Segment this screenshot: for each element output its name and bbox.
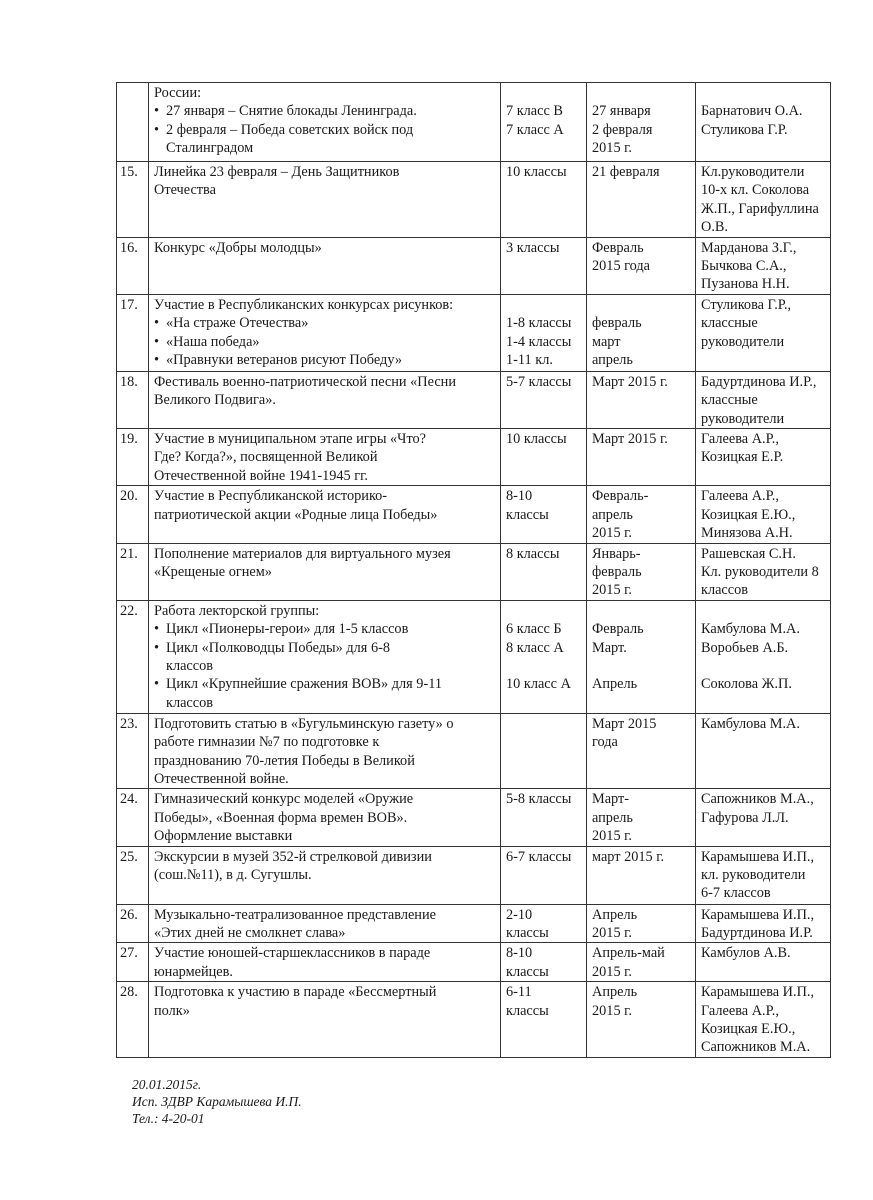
responsible-text: Гафурова Л.Л. xyxy=(701,809,789,826)
participants-cell xyxy=(501,904,587,943)
table-row xyxy=(117,237,831,294)
responsible-text: Барнатович О.А. xyxy=(701,103,803,120)
date-text xyxy=(592,602,690,620)
event-text: Участие юношей-старшеклассников в параде xyxy=(154,945,431,962)
table-row xyxy=(117,982,831,1058)
participants-cell xyxy=(501,486,587,543)
table-row xyxy=(117,846,831,904)
participants-text: классы xyxy=(506,506,549,523)
responsible-text: Минязова А.Н. xyxy=(701,525,793,542)
responsible-text: руководители xyxy=(701,333,785,350)
date-text: Февраль xyxy=(592,621,644,638)
row-number: 15. xyxy=(120,164,138,180)
bullet-item: • Цикл «Пионеры-герои» для 1-5 классов xyxy=(154,620,495,638)
responsible-text: Соколова Ж.П. xyxy=(701,676,792,693)
responsible-text: О.В. xyxy=(701,219,729,236)
responsible-cell xyxy=(696,713,831,789)
event-text: Сталинградом xyxy=(166,140,254,157)
participants-text: 1-4 классы xyxy=(506,333,572,350)
table-row xyxy=(117,943,831,982)
row-number-cell xyxy=(117,486,149,543)
event-text: Экскурсии в музей 352-й стрелковой дивизии xyxy=(154,848,432,865)
responsible-text: Карамышева И.П., xyxy=(701,984,815,1001)
row-number: 18. xyxy=(120,373,138,390)
row-number-cell xyxy=(117,982,149,1058)
responsible-text: Бадуртдинова И.Р., xyxy=(701,373,817,390)
responsible-text: Стуликова Г.Р. xyxy=(701,121,788,138)
row-number-cell xyxy=(117,904,149,943)
events-table xyxy=(116,82,831,1058)
event-cell xyxy=(149,600,501,713)
participants-text: 2-10 xyxy=(506,906,533,923)
date-text: Март 2015 г. xyxy=(592,373,668,390)
date-cell xyxy=(587,543,696,600)
participants-text: 6-7 классы xyxy=(506,848,572,865)
participants-text: 6 класс Б xyxy=(506,621,562,638)
responsible-text: Камбулова М.А. xyxy=(701,621,800,638)
responsible-cell xyxy=(696,600,831,713)
table-row xyxy=(117,543,831,600)
event-cell xyxy=(149,846,501,904)
date-cell xyxy=(587,713,696,789)
participants-text: 8 класс А xyxy=(506,639,564,656)
responsible-text: 6-7 классов xyxy=(701,885,771,902)
row-number: 24. xyxy=(120,791,138,808)
bullet-item: • «Наша победа» xyxy=(154,333,495,351)
responsible-text: Камбулова М.А. xyxy=(701,715,800,732)
row-number-cell xyxy=(117,943,149,982)
row-number-cell xyxy=(117,294,149,371)
responsible-text: Бадуртдинова И.Р. xyxy=(701,924,813,941)
responsible-text: кл. руководители xyxy=(701,866,806,883)
participants-cell xyxy=(501,713,587,789)
table-row xyxy=(117,904,831,943)
event-text: Музыкально-театрализованное представление xyxy=(154,906,436,923)
date-text: Февраль- xyxy=(592,488,649,505)
event-text: Отечества xyxy=(154,182,216,199)
event-text: Оформление выставки xyxy=(154,828,293,845)
event-cell xyxy=(149,371,501,428)
event-text: «Этих дней не смолкнет слава» xyxy=(154,924,346,941)
responsible-text: Козицкая Е.Ю., xyxy=(701,1021,796,1037)
bullet-item: • «Правнуки ветеранов рисуют Победу» xyxy=(154,351,495,369)
date-text: март xyxy=(592,333,621,350)
date-text: 2 февраля xyxy=(592,121,653,138)
participants-text xyxy=(506,296,581,314)
date-cell xyxy=(587,162,696,238)
event-text: Фестиваль военно-патриотической песни «Песни xyxy=(154,373,456,390)
date-cell xyxy=(587,371,696,428)
document-footer xyxy=(132,1076,302,1127)
participants-cell xyxy=(501,294,587,371)
row-number-cell xyxy=(117,846,149,904)
participants-text: 7 класс В xyxy=(506,103,563,120)
date-text: Апрель xyxy=(592,906,638,923)
event-text: Участие в муниципальном этапе игры «Что? xyxy=(154,431,426,448)
event-cell xyxy=(149,982,501,1058)
event-text: Участие в Республиканских конкурсах рисунков: xyxy=(154,296,454,313)
row-number-cell xyxy=(117,429,149,486)
participants-text: классы xyxy=(506,924,549,941)
responsible-text: Стуликова Г.Р., xyxy=(701,296,792,313)
row-number: 25. xyxy=(120,848,138,865)
event-text: Пополнение материалов для виртуального музея xyxy=(154,545,451,562)
responsible-cell xyxy=(696,429,831,486)
responsible-text: Галеева А.Р., xyxy=(701,431,779,448)
table-row xyxy=(117,486,831,543)
participants-cell xyxy=(501,237,587,294)
responsible-cell xyxy=(696,486,831,543)
responsible-text: 10-х кл. Соколова xyxy=(701,182,810,199)
row-number: 28. xyxy=(120,984,138,1001)
date-cell xyxy=(587,943,696,982)
responsible-text xyxy=(701,84,825,102)
row-number: 26. xyxy=(120,906,138,923)
participants-text: 5-7 классы xyxy=(506,373,572,390)
participants-cell xyxy=(501,982,587,1058)
bullet-item: • Цикл «Крупнейшие сражения ВОВ» для 9-11 xyxy=(154,675,495,693)
row-number: 17. xyxy=(120,296,138,313)
date-cell xyxy=(587,237,696,294)
row-number-cell xyxy=(117,162,149,238)
date-cell xyxy=(587,904,696,943)
event-text: Конкурс «Добры молодцы» xyxy=(154,239,322,256)
date-text: Январь- xyxy=(592,545,641,562)
table-row xyxy=(117,83,831,162)
row-number: 19. xyxy=(120,431,138,448)
responsible-text: руководители xyxy=(701,410,785,427)
event-text: Подготовка к участию в параде «Бессмертный xyxy=(154,984,437,1001)
participants-text: классы xyxy=(506,963,549,980)
footer-phone: Тел.: 4-20-01 xyxy=(132,1111,205,1126)
responsible-text xyxy=(701,657,825,675)
row-number: 23. xyxy=(120,715,138,732)
event-text: классов xyxy=(166,657,214,674)
date-text: Март- xyxy=(592,791,630,808)
responsible-text: Бычкова С.А., xyxy=(701,258,787,275)
event-cell xyxy=(149,237,501,294)
footer-author: Исп. ЗДВР Карамышева И.П. xyxy=(132,1094,302,1109)
date-text: Март. xyxy=(592,639,627,656)
bullet-item: • 27 января – Снятие блокады Ленинграда. xyxy=(154,102,495,120)
row-number-cell xyxy=(117,237,149,294)
responsible-text: классные xyxy=(701,315,758,332)
row-number: 27. xyxy=(120,945,138,962)
event-cell xyxy=(149,429,501,486)
date-text: 2015 г. xyxy=(592,1002,632,1019)
responsible-text: Пузанова Н.Н. xyxy=(701,276,790,293)
participants-text: 8-10 xyxy=(506,488,533,505)
participants-text xyxy=(506,602,581,620)
event-text: Где? Когда?», посвященной Великой xyxy=(154,449,378,466)
responsible-cell xyxy=(696,83,831,162)
date-cell xyxy=(587,83,696,162)
responsible-text: Сапожников М.А. xyxy=(701,1039,811,1056)
participants-text: 5-8 классы xyxy=(506,791,572,808)
table-row xyxy=(117,371,831,428)
event-text: работе гимназии №7 по подготовке к xyxy=(154,734,380,751)
date-text: 27 января xyxy=(592,103,651,120)
event-text: Отечественной войне 1941-1945 гг. xyxy=(154,467,368,484)
responsible-cell xyxy=(696,162,831,238)
participants-text: 7 класс А xyxy=(506,121,564,138)
row-number: 21. xyxy=(120,545,138,562)
event-text: Работа лекторской группы: xyxy=(154,602,320,619)
table-row xyxy=(117,789,831,846)
event-text: празднованию 70-летия Победы в Великой xyxy=(154,752,415,769)
row-number: 16. xyxy=(120,239,138,256)
participants-text: 6-11 xyxy=(506,984,532,1001)
date-text: Февраль xyxy=(592,239,644,256)
event-text: классов xyxy=(166,694,214,711)
participants-text xyxy=(506,715,581,733)
responsible-text: Ж.П., Гарифуллина xyxy=(701,200,819,217)
row-number-cell xyxy=(117,371,149,428)
participants-text xyxy=(506,84,581,102)
event-text: юнармейцев. xyxy=(154,963,233,980)
participants-cell xyxy=(501,846,587,904)
participants-text: 10 классы xyxy=(506,164,567,180)
date-text: апрель xyxy=(592,809,633,826)
date-cell xyxy=(587,486,696,543)
participants-cell xyxy=(501,789,587,846)
date-text: 2015 г. xyxy=(592,828,632,845)
participants-cell xyxy=(501,83,587,162)
event-text: «Крещеные огнем» xyxy=(154,563,272,580)
event-text: Гимназический конкурс моделей «Оружие xyxy=(154,791,414,808)
participants-text xyxy=(506,657,581,675)
date-text xyxy=(592,296,690,314)
event-cell xyxy=(149,789,501,846)
date-text: Апрель-май xyxy=(592,945,665,962)
participants-cell xyxy=(501,371,587,428)
participants-text: 10 классы xyxy=(506,431,567,448)
date-text: Март 2015 xyxy=(592,715,657,732)
responsible-text: Галеева А.Р., xyxy=(701,488,779,505)
event-text: (сош.№11), в д. Сугушлы. xyxy=(154,866,312,883)
responsible-text: Рашевская С.Н. xyxy=(701,545,796,562)
bullet-item: • «На страже Отечества» xyxy=(154,314,495,332)
event-cell xyxy=(149,486,501,543)
date-cell xyxy=(587,429,696,486)
table-row xyxy=(117,429,831,486)
responsible-text: Сапожников М.А., xyxy=(701,791,814,808)
table-row xyxy=(117,600,831,713)
participants-text: 10 класс А xyxy=(506,676,571,693)
date-text: 2015 года xyxy=(592,258,651,275)
responsible-cell xyxy=(696,846,831,904)
responsible-cell xyxy=(696,982,831,1058)
responsible-cell xyxy=(696,371,831,428)
row-number-cell xyxy=(117,713,149,789)
table-row xyxy=(117,294,831,371)
date-text: Апрель xyxy=(592,676,638,693)
event-text: Линейка 23 февраля – День Защитников xyxy=(154,164,400,180)
date-cell xyxy=(587,789,696,846)
event-cell xyxy=(149,943,501,982)
participants-cell xyxy=(501,429,587,486)
responsible-text: Воробьев А.Б. xyxy=(701,639,789,656)
date-text: 2015 г. xyxy=(592,525,632,542)
event-text: Отечественной войне. xyxy=(154,770,289,787)
date-cell xyxy=(587,600,696,713)
date-text: 2015 г. xyxy=(592,140,632,157)
event-cell xyxy=(149,904,501,943)
date-text: 2015 г. xyxy=(592,963,632,980)
event-text: патриотической акции «Родные лица Победы» xyxy=(154,506,438,523)
date-cell xyxy=(587,294,696,371)
row-number: 20. xyxy=(120,488,138,505)
responsible-cell xyxy=(696,904,831,943)
participants-text: 8-10 xyxy=(506,945,533,962)
event-text: России: xyxy=(154,85,202,101)
responsible-text: Карамышева И.П., xyxy=(701,848,815,865)
footer-date: 20.01.2015г. xyxy=(132,1077,202,1092)
event-text: Победы», «Военная форма времен ВОВ». xyxy=(154,809,408,826)
responsible-text: Карамышева И.П., xyxy=(701,906,815,923)
event-text: Великого Подвига». xyxy=(154,392,276,409)
responsible-text: Марданова З.Г., xyxy=(701,239,797,256)
date-cell xyxy=(587,846,696,904)
participants-cell xyxy=(501,543,587,600)
date-text: март 2015 г. xyxy=(592,848,665,865)
participants-text: 1-11 кл. xyxy=(506,352,553,369)
participants-cell xyxy=(501,162,587,238)
responsible-cell xyxy=(696,237,831,294)
responsible-text: Козицкая Е.Р. xyxy=(701,449,784,466)
responsible-text: Галеева А.Р., xyxy=(701,1002,779,1019)
responsible-text: Кл.руководители xyxy=(701,164,805,180)
responsible-cell xyxy=(696,789,831,846)
date-text: Апрель xyxy=(592,984,638,1001)
event-text: Подготовить статью в «Бугульминскую газету» о xyxy=(154,715,454,732)
bullet-item: • Цикл «Полководцы Победы» для 6-8 xyxy=(154,639,495,657)
date-text: года xyxy=(592,734,618,751)
date-text: 2015 г. xyxy=(592,924,632,941)
row-number: 22. xyxy=(120,602,138,619)
responsible-cell xyxy=(696,543,831,600)
responsible-text: Камбулов А.В. xyxy=(701,945,791,962)
event-cell xyxy=(149,713,501,789)
participants-text: 1-8 классы xyxy=(506,315,572,332)
date-text: апрель xyxy=(592,506,633,523)
date-text: февраль xyxy=(592,563,642,580)
event-cell xyxy=(149,294,501,371)
participants-cell xyxy=(501,600,587,713)
date-text: февраль xyxy=(592,315,642,332)
date-cell xyxy=(587,982,696,1058)
row-number-cell xyxy=(117,789,149,846)
responsible-text: Козицкая Е.Ю., xyxy=(701,506,796,523)
event-cell xyxy=(149,162,501,238)
bullet-item: • 2 февраля – Победа советских войск под xyxy=(154,121,495,139)
responsible-text: Кл. руководители 8 xyxy=(701,563,819,580)
date-text: Март 2015 г. xyxy=(592,431,668,448)
date-text: 2015 г. xyxy=(592,582,632,599)
row-number xyxy=(120,84,143,102)
participants-text: 8 классы xyxy=(506,545,560,562)
table-row xyxy=(117,713,831,789)
responsible-cell xyxy=(696,294,831,371)
date-text xyxy=(592,657,690,675)
responsible-text: классов xyxy=(701,582,749,599)
date-text: апрель xyxy=(592,352,633,369)
event-text: полк» xyxy=(154,1002,190,1019)
row-number-cell xyxy=(117,83,149,162)
date-text: 21 февраля xyxy=(592,164,660,180)
event-text: Участие в Республиканской историко- xyxy=(154,488,388,505)
table-row xyxy=(117,162,831,238)
date-text xyxy=(592,84,690,102)
row-number-cell xyxy=(117,600,149,713)
participants-cell xyxy=(501,943,587,982)
event-cell xyxy=(149,543,501,600)
event-cell xyxy=(149,83,501,162)
participants-text: классы xyxy=(506,1002,549,1019)
responsible-text: классные xyxy=(701,392,758,409)
row-number-cell xyxy=(117,543,149,600)
responsible-cell xyxy=(696,943,831,982)
participants-text: 3 классы xyxy=(506,239,560,256)
responsible-text xyxy=(701,602,825,620)
